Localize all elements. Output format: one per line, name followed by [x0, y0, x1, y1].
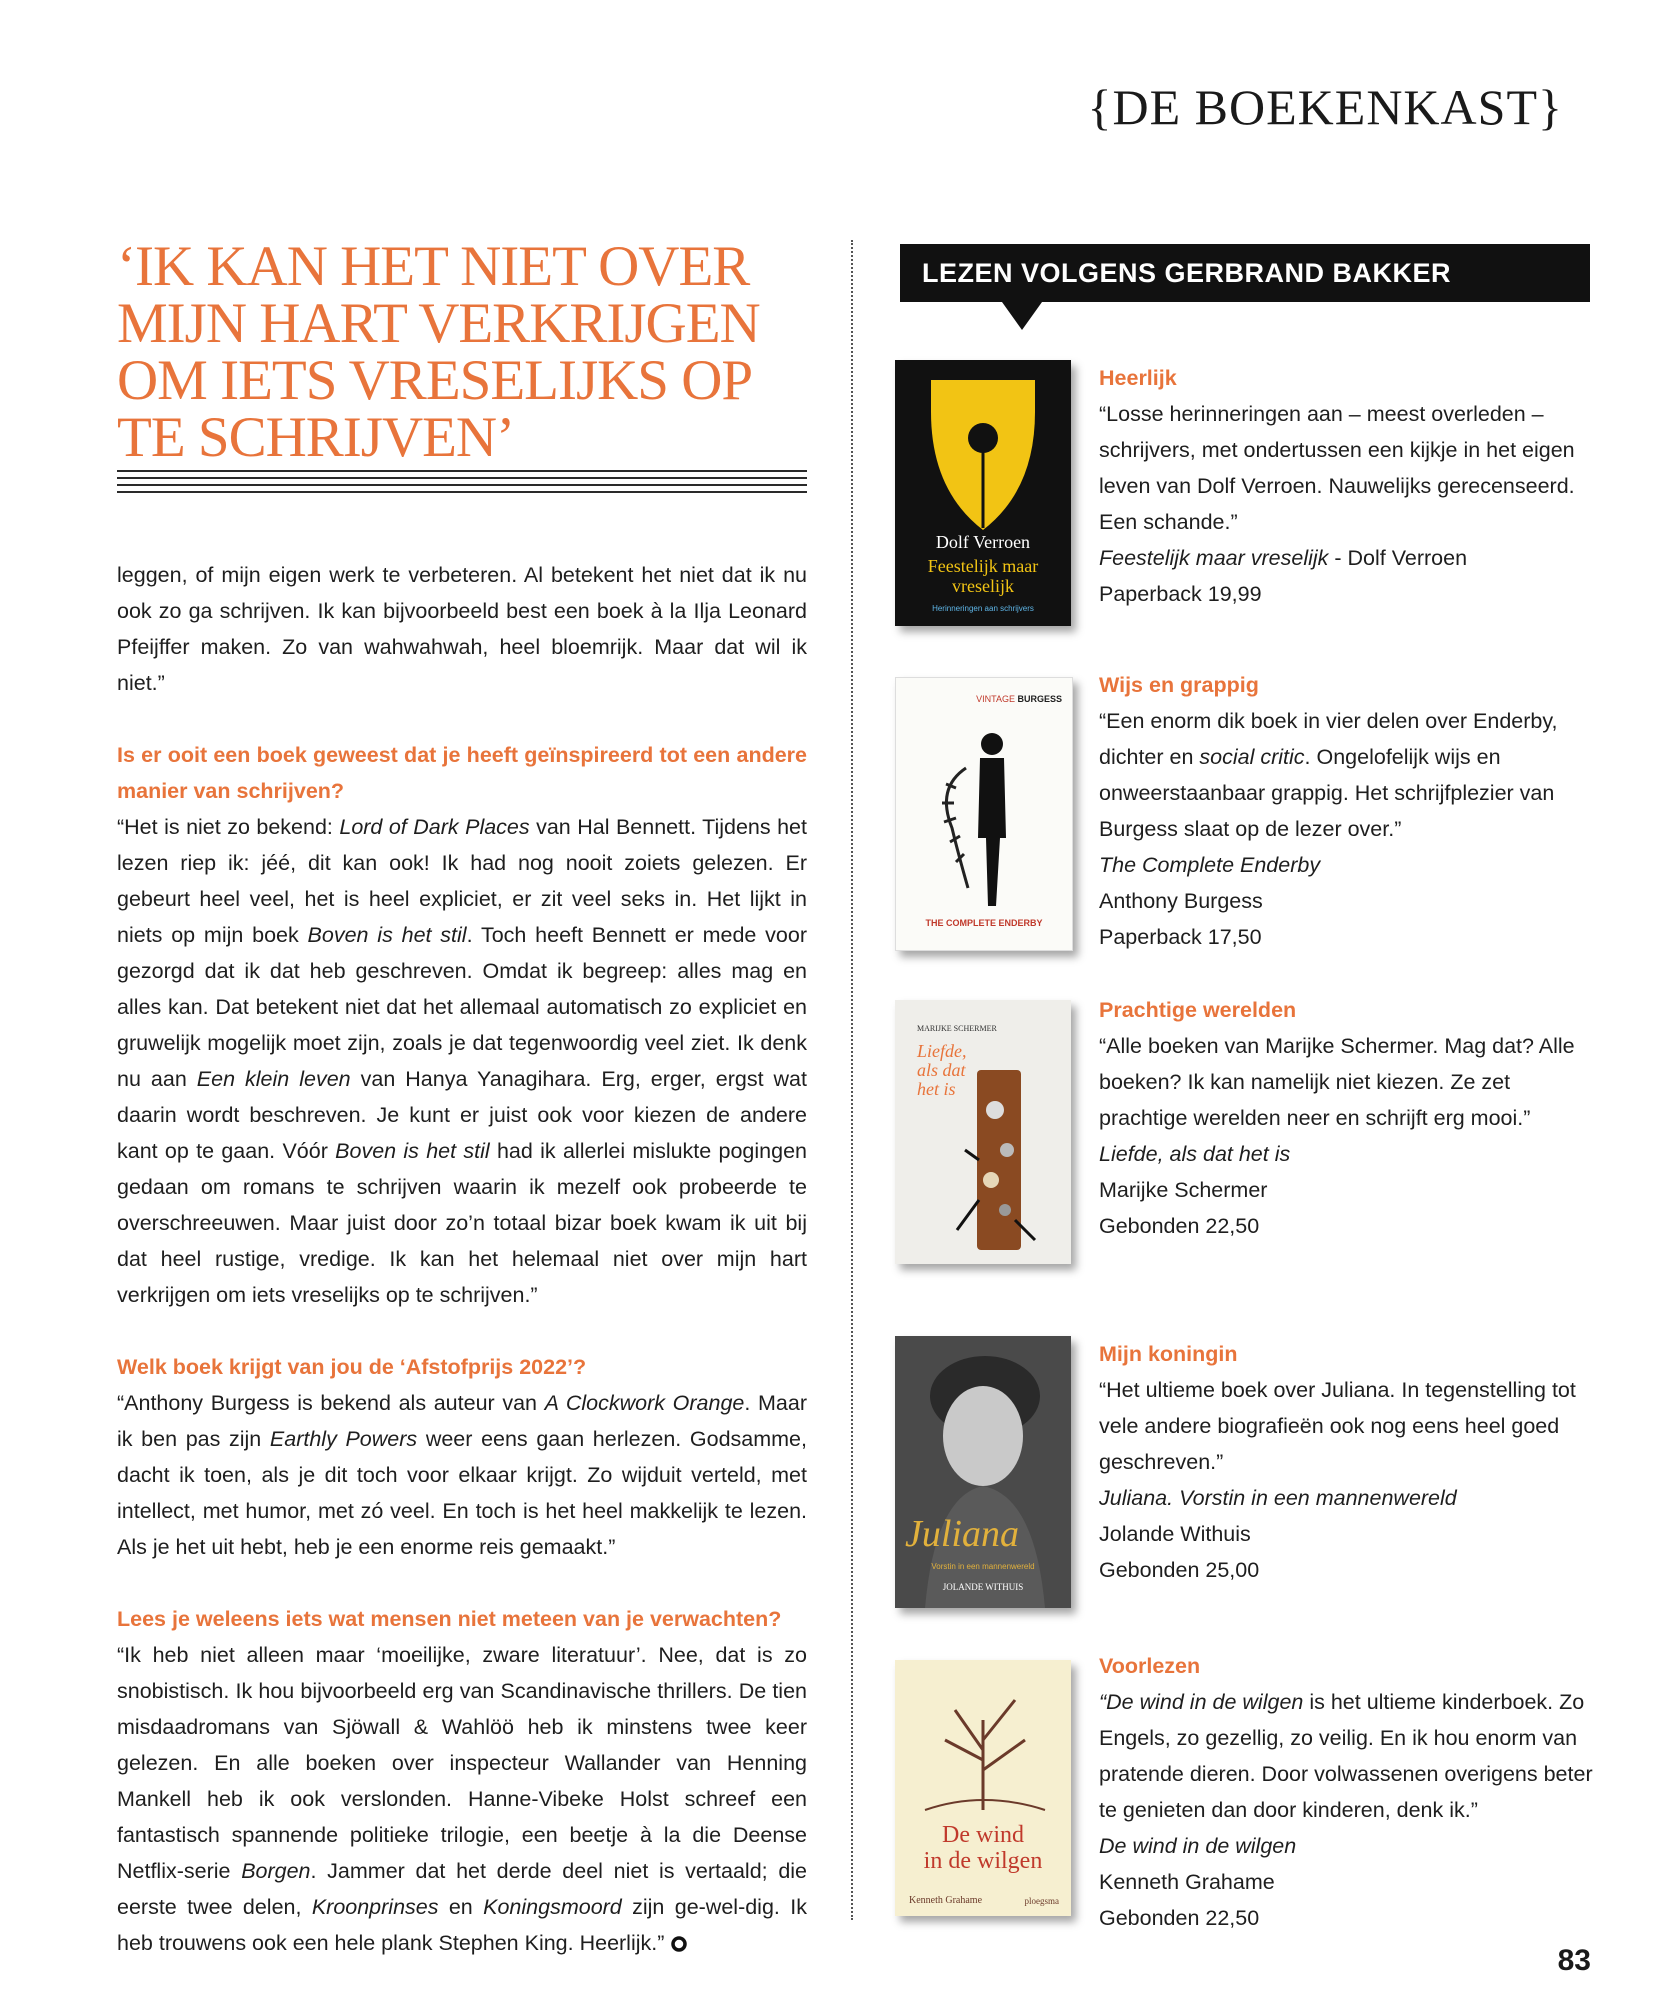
book-price: Gebonden 22,50	[1099, 1214, 1260, 1238]
book-category: Heerlijk	[1099, 366, 1177, 390]
book-quote: “Een enorm dik boek in vier delen over Enderby, dichter en social critic. Ongelofelijk wijs en onweerstaanbaar grappig. Het schrijfplezier van Burgess slaat op de lezer over.”	[1099, 709, 1558, 841]
book-info	[1099, 360, 1599, 612]
book-cover	[895, 1336, 1071, 1608]
sculpture-illustration	[895, 1000, 1071, 1264]
cover-publisher: ploegsma	[1024, 1896, 1059, 1906]
interview-column	[117, 557, 807, 1961]
book-author: Kenneth Grahame	[1099, 1870, 1275, 1894]
cover-title: Feestelijk maar vreselijk	[927, 556, 1039, 596]
cover-author: Kenneth Grahame	[909, 1895, 983, 1906]
book-quote: “De wind in de wilgen is het ultieme kinderboek. Zo Engels, zo gezellig, zo veilig. En ik hou enorm van pratende dieren. Door volwassenen overigens beter te genieten dan door kinderen, denk ik.”	[1099, 1690, 1593, 1822]
cover-author: MARIJKE SCHERMER	[917, 1024, 997, 1033]
book-price: Paperback 17,50	[1099, 925, 1262, 949]
sidebar-title: LEZEN VOLGENS GERBRAND BAKKER	[900, 244, 1590, 302]
silhouette-figure-icon	[896, 678, 1072, 950]
book-quote: “Losse herinneringen aan – meest overleden – schrijvers, met ondertussen een kijkje in het eigen leven van Dolf Verroen. Nauwelijks gerecenseerd. Een schande.”	[1099, 402, 1575, 534]
question-1: Is er ooit een boek geweest dat je heeft geïnspireerd tot een andere manier van schrijven?	[117, 743, 807, 803]
book-category: Prachtige werelden	[1099, 998, 1297, 1022]
book-price: Gebonden 22,50	[1099, 1906, 1260, 1930]
cover-title: THE COMPLETE ENDERBY	[925, 918, 1043, 928]
answer-2: “Anthony Burgess is bekend als auteur van A Clockwork Orange. Maar ik ben pas zijn Earthly Powers weer eens gaan herlezen. Godsamme, dacht ik toen, als je dit toch voor elkaar krijgt. Zo wijduit verteld, met intellect, met humor, met zó veel. En toch is het heel makkelijk te lezen. Als je het uit hebt, heb je een enorme reis gemaakt.”	[117, 1391, 807, 1559]
book-price: Paperback 19,99	[1099, 582, 1262, 606]
book-author: Anthony Burgess	[1099, 889, 1263, 913]
banner-pointer	[1002, 302, 1042, 330]
headline-rules	[117, 470, 807, 494]
question-2: Welk boek krijgt van jou de ‘Afstofprijs 2022’?	[117, 1355, 587, 1379]
intro-paragraph: leggen, of mijn eigen werk te verbeteren. Al betekent het niet dat ik nu ook zo ga schrijven. Ik kan bijvoorbeeld best een boek à la Ilja Leonard Pfeijffer maken. Zo van wahwahwah, heel bloemrijk. Maar dat wil ik niet.”	[117, 563, 807, 695]
cover-script-title: Juliana	[905, 1513, 1019, 1555]
book-author: Marijke Schermer	[1099, 1178, 1268, 1202]
cover-title: Liefde, als dat het is	[917, 1041, 967, 1099]
cover-publisher: VINTAGE BURGESS	[976, 694, 1062, 704]
book-price: Gebonden 25,00	[1099, 1558, 1260, 1582]
end-mark-icon	[670, 1935, 688, 1953]
book-title: Liefde, als dat het is	[1099, 1142, 1291, 1166]
column-divider	[851, 240, 853, 1920]
cover-author: JOLANDE WITHUIS	[942, 1582, 1024, 1592]
book-quote: “Alle boeken van Marijke Schermer. Mag dat? Alle boeken? Ik kan namelijk niet kiezen. Ze zet prachtige werelden neer en schrijft erg mooi.”	[1099, 1034, 1575, 1130]
question-3: Lees je weleens iets wat mensen niet meteen van je verwachten?	[117, 1607, 782, 1631]
book-title: De wind in de wilgen	[1099, 1834, 1297, 1858]
book-info	[1099, 667, 1599, 955]
book-cover	[895, 360, 1071, 626]
book-cover	[895, 1660, 1071, 1916]
book-author: Jolande Withuis	[1099, 1522, 1251, 1546]
answer-1: “Het is niet zo bekend: Lord of Dark Places van Hal Bennett. Tijdens het lezen riep ik: jéé, dit kan ook! Ik had nog nooit zoiets gelezen. Er gebeurt heel veel, het is heel expliciet, er zit veel seks in. Het lijkt in niets op mijn boek Boven is het stil. Toch heeft Bennett er mede voor gezorgd dat ik dat heb geschreven. Omdat ik begreep: alles mag en alles kan. Dat betekent niet dat het allemaal automatisch zo expliciet en gruwelijk mogelijk moet zijn, zoals je dat tegenwoordig veel ziet. Ik denk nu aan Een klein leven van Hanya Yanagihara. Erg, erger, ergst wat daarin wordt beschreven. Je kunt er juist ook voor kiezen de andere kant op te gaan. Vóór Boven is het stil had ik allerlei mislukte pogingen gedaan om romans te schrijven waarin ik mezelf ook probeerde te overschreeuwen. Maar juist door zo’n totaal bizar boek kwam ik uit bij dat heel rustige, vredige. Ik kan het helemaal niet over mijn hart verkrijgen om iets vreselijks op te schrijven.”	[117, 815, 808, 1307]
cover-author: Dolf Verroen	[935, 532, 1031, 552]
book-info	[1099, 1648, 1599, 1936]
section-label: {DE BOEKENKAST}	[1087, 79, 1563, 135]
book-category: Mijn koningin	[1099, 1342, 1238, 1366]
answer-3: “Ik heb niet alleen maar ‘moeilijke, zware literatuur’. Nee, dat is zo snobistisch. Ik hou bijvoorbeeld erg van Scandinavische thrillers. De tien misdaadromans van Sjöwall & Wahlöö heb ik minstens twee keer gelezen. En alle boeken over inspecteur Wallander van Henning Mankell heb ik ook verslonden. Hanne-Vibeke Holst schreef een fantastisch spannende politieke trilogie, een beetje à la die Deense Netflix-serie Borgen. Jammer dat het derde deel niet is vertaald; die eerste twee delen, Kroonprinses en Koningsmoord zijn ge-wel-dig. Ik heb trouwens ook een hele plank Stephen King. Heerlijk.”	[117, 1643, 808, 1955]
book-cover	[895, 677, 1073, 951]
cover-subtitle: Vorstin in een mannenwereld	[931, 1562, 1035, 1571]
book-title: The Complete Enderby	[1099, 853, 1321, 877]
cover-subtitle: Herinneringen aan schrijvers	[932, 604, 1034, 613]
book-title: Juliana. Vorstin in een mannenwereld	[1099, 1486, 1457, 1510]
book-cover	[895, 1000, 1071, 1264]
book-info	[1099, 992, 1599, 1244]
book-quote: “Het ultieme boek over Juliana. In tegenstelling tot vele andere biografieën ook nog eens heel goed geschreven.”	[1099, 1378, 1576, 1474]
book-category: Voorlezen	[1099, 1654, 1201, 1678]
book-category: Wijs en grappig	[1099, 673, 1259, 697]
page-number: 83	[1557, 1944, 1591, 1977]
headline: ‘IK KAN HET NIET OVER MIJN HART VERKRIJGEN OM IETS VRESELIJKS OP TE SCHRIJVEN’	[117, 235, 760, 469]
book-title-author: Feestelijk maar vreselijk - Dolf Verroen	[1099, 546, 1468, 570]
book-info	[1099, 1336, 1599, 1588]
tree-illustration	[895, 1660, 1071, 1916]
cover-title: De wind in de wilgen	[923, 1822, 1043, 1874]
